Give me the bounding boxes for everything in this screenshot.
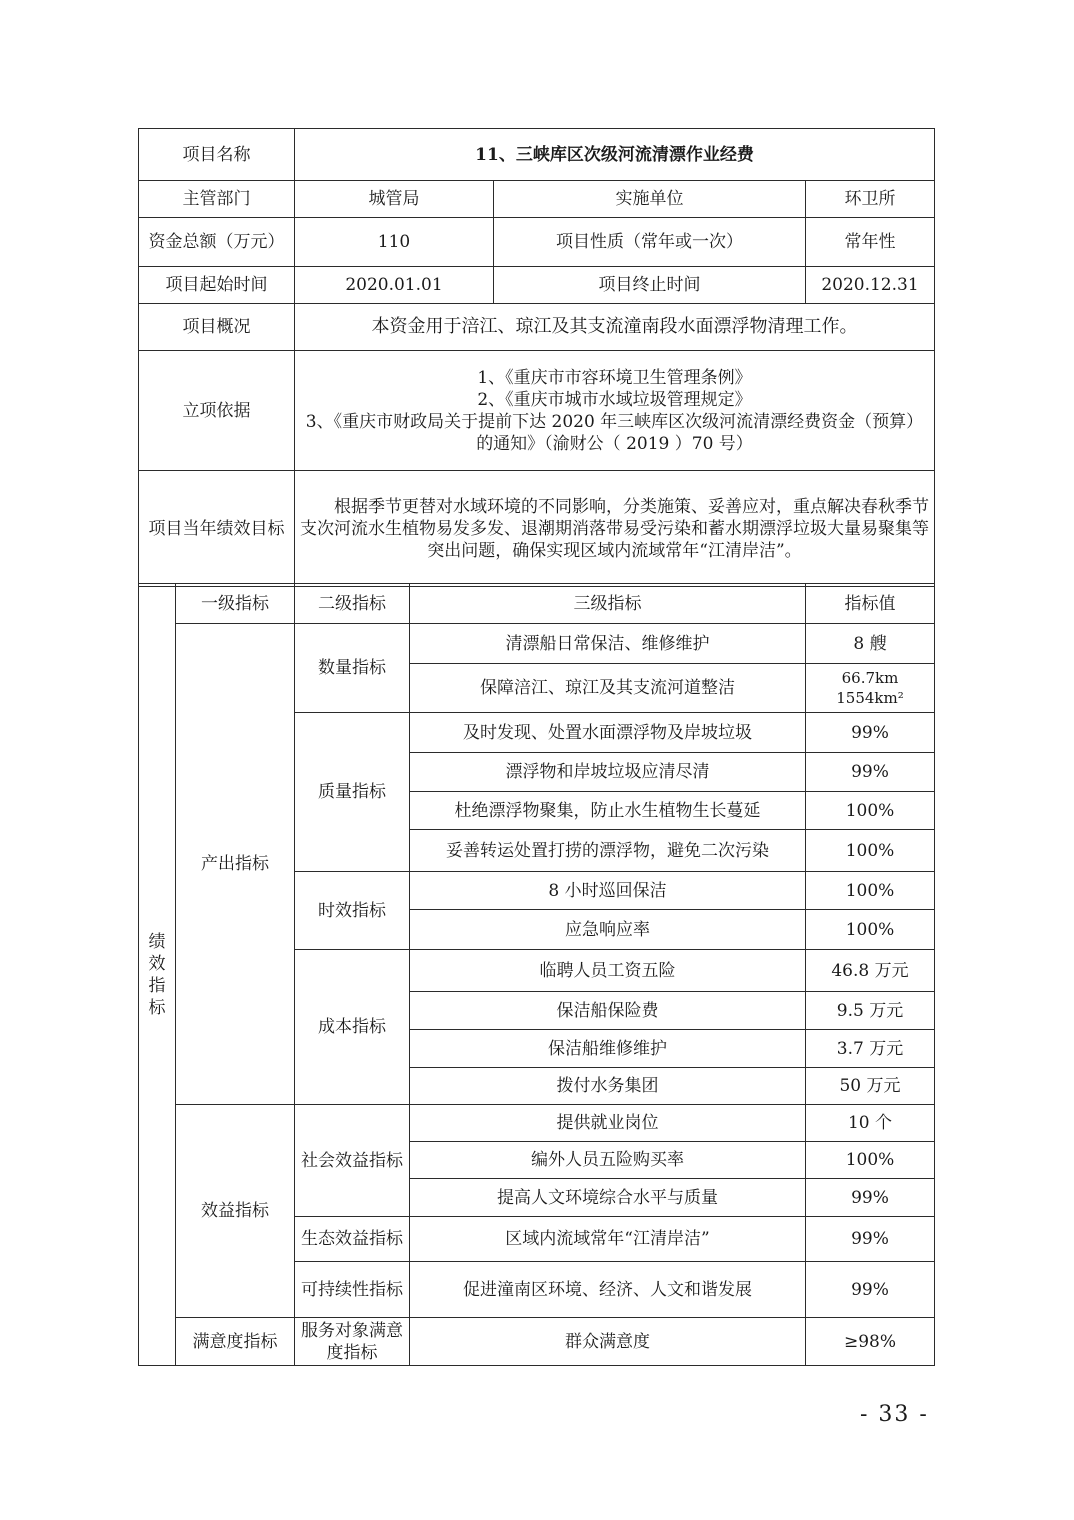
row-department <box>139 181 935 218</box>
basis-item: 2、《重庆市城市水域垃圾管理规定》 <box>477 389 752 410</box>
benefit-label: 效益指标 <box>176 1105 295 1318</box>
row-project-name <box>139 129 935 181</box>
indicator-name: 提供就业岗位 <box>410 1105 806 1142</box>
indicator-name: 及时发现、处置水面漂浮物及岸坡垃圾 <box>410 713 806 753</box>
goal-label: 项目当年绩效目标 <box>139 471 295 587</box>
indicator-value: 100% <box>806 792 935 830</box>
end-label: 项目终止时间 <box>598 275 701 295</box>
satisfaction-label: 满意度指标 <box>176 1318 295 1366</box>
indicator-value: 66.7km 1554km² <box>806 664 935 713</box>
indicator-value: 100% <box>806 910 935 950</box>
indicator-name: 保洁船保险费 <box>410 992 806 1030</box>
row-fund <box>139 218 935 267</box>
indicator-name: 提高人文环境综合水平与质量 <box>410 1179 806 1217</box>
basis-list <box>295 351 935 471</box>
indicator-value: 50 万元 <box>806 1068 935 1105</box>
indicator-name: 杜绝漂浮物聚集，防止水生植物生长蔓延 <box>410 792 806 830</box>
goal-value: 根据季节更替对水域环境的不同影响，分类施策、妥善应对，重点解决春秋季节支次河流水生植物易发多发、退潮期消落带易受污染和蓄水期漂浮垃圾大量易聚集等突出问题，确保实现区域内流域常年“江清岸洁”。 <box>295 471 935 587</box>
project-name-value: 11、三峡库区次级河流清漂作业经费 <box>295 129 935 181</box>
output-label: 产出指标 <box>176 624 295 1105</box>
nature-label: 项目性质（常年或一次） <box>556 231 743 252</box>
basis-item: 3、《重庆市财政局关于提前下达 2020 年三峡库区次级河流清漂经费资金（预算）的通知》（渝财公（ 2019 ）70 号） <box>305 411 924 454</box>
indicator-value: 100% <box>806 872 935 910</box>
header-level2: 二级指标 <box>295 584 410 624</box>
performance-table <box>138 128 935 587</box>
indicator-name: 临聘人员工资五险 <box>410 950 806 992</box>
indicator-value: ≥98% <box>806 1318 935 1366</box>
dept-value-text: 城管局 <box>295 181 494 217</box>
fund-label: 资金总额（万元） <box>139 218 295 267</box>
start-label: 项目起始时间 <box>139 267 295 304</box>
indicator-name: 漂浮物和岸坡垃圾应清尽清 <box>410 753 806 792</box>
quality-label: 质量指标 <box>295 713 410 872</box>
indicator-name: 妥善转运处置打捞的漂浮物，避免二次污染 <box>410 830 806 872</box>
dept-value <box>295 181 806 218</box>
fund-value-text: 110 <box>295 218 494 266</box>
impl-value: 环卫所 <box>806 181 935 218</box>
fund-value <box>295 218 806 267</box>
indicator-table <box>138 583 935 1366</box>
basis-label: 立项依据 <box>139 351 295 471</box>
end-value: 2020.12.31 <box>806 267 935 304</box>
row-overview <box>139 304 935 351</box>
indicator-value: 46.8 万元 <box>806 950 935 992</box>
header-level1: 一级指标 <box>176 584 295 624</box>
indicator-value: 8 艘 <box>806 624 935 664</box>
indicator-header-row <box>139 584 935 624</box>
table-row <box>139 1318 935 1366</box>
basis-item: 1、《重庆市市容环境卫生管理条例》 <box>477 367 752 388</box>
start-value <box>295 267 806 304</box>
indicator-value: 99% <box>806 1217 935 1262</box>
header-value: 指标值 <box>806 584 935 624</box>
header-level3: 三级指标 <box>410 584 806 624</box>
table-row <box>139 1105 935 1142</box>
start-value-text: 2020.01.01 <box>295 267 494 303</box>
indicator-value: 100% <box>806 830 935 872</box>
sustainable-label: 可持续性指标 <box>295 1262 410 1318</box>
row-basis <box>139 351 935 471</box>
indicator-value: 99% <box>806 713 935 753</box>
nature-value: 常年性 <box>806 218 935 267</box>
project-name-label: 项目名称 <box>139 129 295 181</box>
indicator-value: 100% <box>806 1142 935 1179</box>
cost-label: 成本指标 <box>295 950 410 1105</box>
indicator-name: 应急响应率 <box>410 910 806 950</box>
indicator-name: 群众满意度 <box>410 1318 806 1366</box>
indicator-name: 拨付水务集团 <box>410 1068 806 1105</box>
performance-side-label: 绩效指标 <box>139 584 176 1366</box>
ecological-label: 生态效益指标 <box>295 1217 410 1262</box>
quantity-label: 数量指标 <box>295 624 410 713</box>
overview-label: 项目概况 <box>139 304 295 351</box>
indicator-name: 编外人员五险购买率 <box>410 1142 806 1179</box>
indicator-name: 保障涪江、琼江及其支流河道整洁 <box>410 664 806 713</box>
table-row <box>139 624 935 664</box>
indicator-name: 保洁船维修维护 <box>410 1030 806 1068</box>
row-period <box>139 267 935 304</box>
indicator-value: 9.5 万元 <box>806 992 935 1030</box>
indicator-name: 区域内流域常年“江清岸洁” <box>410 1217 806 1262</box>
indicator-name: 促进潼南区环境、经济、人文和谐发展 <box>410 1262 806 1318</box>
service-label: 服务对象满意度指标 <box>295 1318 410 1366</box>
impl-label: 实施单位 <box>615 189 684 209</box>
overview-value: 本资金用于涪江、琼江及其支流潼南段水面漂浮物清理工作。 <box>295 304 935 351</box>
dept-label: 主管部门 <box>139 181 295 218</box>
indicator-name: 8 小时巡回保洁 <box>410 872 806 910</box>
indicator-value: 3.7 万元 <box>806 1030 935 1068</box>
indicator-value: 99% <box>806 753 935 792</box>
page-number: - 33 - <box>860 1402 929 1427</box>
indicator-name: 清漂船日常保洁、维修维护 <box>410 624 806 664</box>
social-label: 社会效益指标 <box>295 1105 410 1217</box>
timeliness-label: 时效指标 <box>295 872 410 950</box>
indicator-value: 99% <box>806 1262 935 1318</box>
indicator-value: 10 个 <box>806 1105 935 1142</box>
indicator-value: 99% <box>806 1179 935 1217</box>
row-goal <box>139 471 935 587</box>
